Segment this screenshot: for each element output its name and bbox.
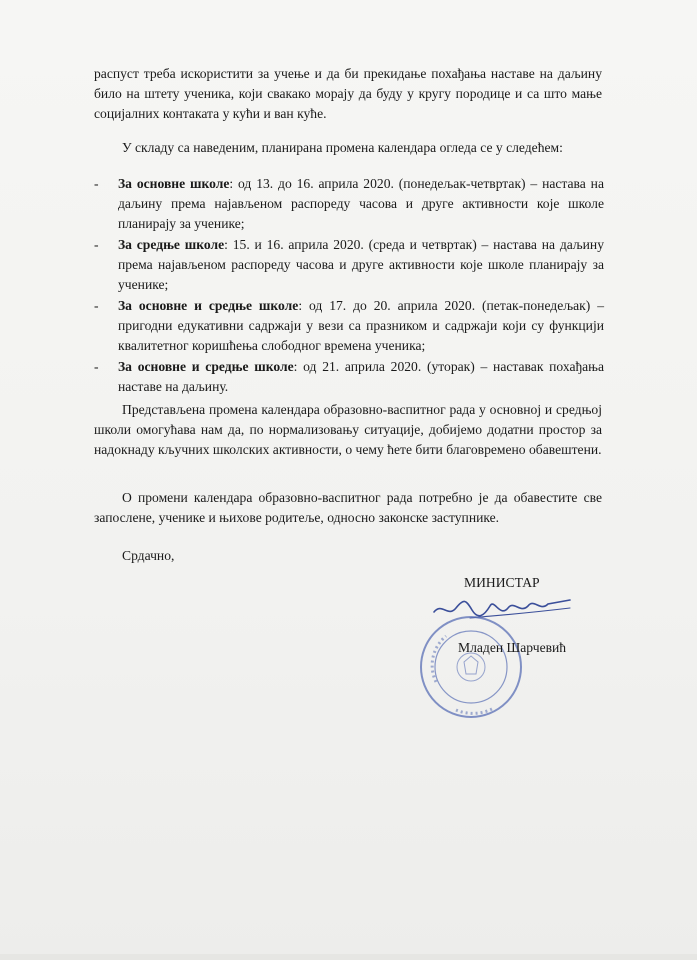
list-item — [94, 235, 604, 295]
bullet-dash: - — [94, 176, 99, 191]
paragraph-summary: Представљена промена календара образовно-васпитног рада у основној и средњој школи омогућава нам да, по нормализовању ситуације, добијемо додатни простор за надокнаду кључних школских активности, о чему ћете бити благовремено обавештени. — [94, 402, 602, 457]
list-item — [94, 174, 604, 234]
signatory-title: МИНИСТАР — [464, 575, 540, 590]
paragraph-instruction: О промени календара образовно-васпитног рада потребно је да обавестите све запослене, ученике и њихове родитеље, односно законске заступнике. — [94, 490, 602, 525]
list-item — [94, 357, 604, 397]
bullet-dash: - — [94, 359, 99, 374]
list-item-heading: За основне и средње школе — [118, 298, 299, 313]
official-stamp — [416, 612, 526, 722]
list-item-heading: За средње школе — [118, 237, 225, 252]
signatory-name: Младен Шарчевић — [458, 640, 567, 655]
list-item-heading: За основне школе — [118, 176, 230, 191]
bullet-dash: - — [94, 298, 99, 313]
bullet-dash: - — [94, 237, 99, 252]
list-item-text: : од 13. до 16. априла 2020. (понедељак-четвртак) – настава на даљину према најављеном распореду часова и друге активности које школе планирају за ученике; — [118, 176, 604, 231]
list-item-text: : 15. и 16. априла 2020. (среда и четвртак) – настава на даљину према најављеном распореду часова и друге активности које школе планирају за ученике; — [118, 237, 604, 292]
list-item-text: : од 17. до 20. априла 2020. (петак-понедељак) – пригодни едукативни садржаји у вези са празником и садржаји који су функцији квалитетног коришћења слободног времена ученика; — [118, 298, 604, 353]
paragraph-intro-list: У складу са наведеним, планирана промена календара огледа се у следећем: — [122, 140, 563, 155]
scan-edge — [0, 954, 697, 960]
list-item-text: : од 21. априла 2020. (уторак) – наставак похађања наставе на даљину. — [118, 359, 604, 394]
list-item — [94, 296, 604, 356]
schedule-list — [94, 174, 604, 398]
paragraph-continuation: распуст треба искористити за учење и да би прекидање похађања наставе на даљину било на штету ученика, који свакако морају да буду у кругу породице и са што мање социјалних контаката у кући и ван куће. — [94, 66, 602, 121]
list-item-heading: За основне и средње школе — [118, 359, 294, 374]
closing-salutation: Срдачно, — [122, 548, 175, 563]
